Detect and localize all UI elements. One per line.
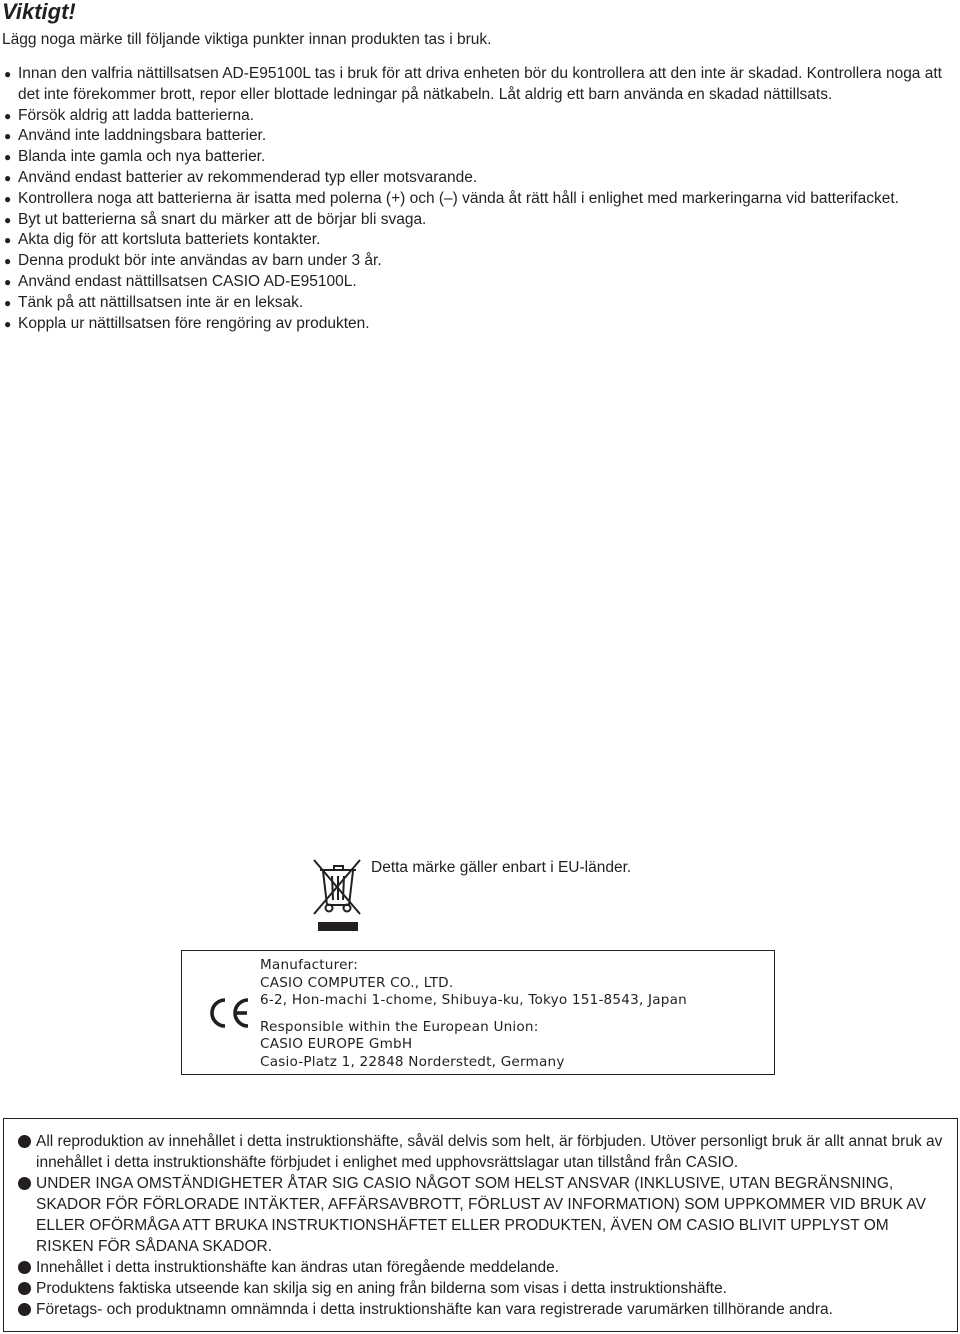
bullet-icon: ●: [4, 295, 12, 310]
warning-text: Använd endast nättillsatsen CASIO AD-E95100L.: [18, 272, 357, 290]
ce-mark-icon: [204, 993, 252, 1033]
bullet-icon: [18, 1135, 31, 1148]
manufacturer-address: 6-2, Hon-machi 1-chome, Shibuya-ku, Tokyo 151-8543, Japan: [260, 992, 687, 1008]
bullet-icon: ●: [4, 316, 12, 331]
warning-text: Använd inte laddningsbara batterier.: [18, 127, 267, 145]
legal-text: All reproduktion av innehållet i detta instruktionshäfte, såväl delvis som helt, är förbjuden. Utöver personligt bruk är allt annat bruk av innehållet i detta instruktionshäfte förbjudet i enlighet med upphovsrättslagar utan tillstånd från CASIO.: [36, 1133, 943, 1171]
warning-text: Kontrollera noga att batterierna är isatta med polerna (+) och (–) vända åt rätt håll i enlighet med markeringarna vid batterifacket.: [18, 189, 899, 207]
bullet-icon: ●: [4, 212, 12, 227]
manufacturer-label: Manufacturer:: [260, 957, 359, 973]
warning-text: Blanda inte gamla och nya batterier.: [18, 148, 266, 166]
legal-text: UNDER INGA OMSTÄNDIGHETER ÅTAR SIG CASIO NÅGOT SOM HELST ANSVAR (INKLUSIVE, UTAN BEGRÄNSNING, SKADOR FÖR FÖRLORADE INTÄKTER, AFFÄRSAVBROTT, FÖRLUST AV INFORMATION) SOM UPPKOMMER VID BRUK AV ELLER OFÖRMÅGA ATT BRUKA INSTRUKTIONSHÄFTET ELLER PRODUKTEN, ÄVEN OM CASIO BLIVIT UPPLYST OM RISKEN FÖR SÅDANA SKADOR.: [36, 1175, 926, 1255]
warning-text: Använd endast batterier av rekommenderad typ eller motsvarande.: [18, 168, 478, 186]
bullet-icon: ●: [4, 254, 12, 269]
warning-item: [0, 189, 960, 210]
warning-list: [0, 64, 960, 334]
legal-item: [18, 1278, 948, 1299]
bullet-icon: [18, 1261, 31, 1274]
legal-notice-box: [3, 1118, 958, 1332]
eu-representative-label: Responsible within the European Union:: [260, 1018, 539, 1035]
bullet-icon: ●: [4, 170, 12, 185]
warning-text: Innan den valfria nättillsatsen AD-E95100L tas i bruk för att driva enheten bör du kontrollera att den inte är skadad. Kontrollera noga att det inte förekommer brott, repor eller blottade ledningar på nätkabeln. Låt aldrig ett barn använda en skadad nättillsats.: [18, 65, 942, 103]
legal-item: [18, 1173, 948, 1257]
warning-item: [0, 64, 960, 106]
legal-list: [18, 1131, 948, 1320]
warning-item: [0, 314, 960, 335]
eu-representative-address: Casio-Platz 1, 22848 Norderstedt, Germany: [260, 1053, 565, 1070]
warning-item: [0, 147, 960, 168]
legal-text: Produktens faktiska utseende kan skilja sig en aning från bilderna som visas i detta instruktionshäfte.: [36, 1280, 727, 1297]
warning-item: [0, 106, 960, 127]
bullet-icon: ●: [4, 150, 12, 165]
crossed-out-wheeled-bin-icon: [312, 856, 366, 936]
warning-item: [0, 126, 960, 147]
warning-item: [0, 210, 960, 231]
weee-note: Detta märke gäller enbart i EU-länder.: [371, 859, 632, 876]
warning-text: Tänk på att nättillsatsen inte är en leksak.: [18, 293, 304, 311]
bullet-icon: ●: [4, 233, 12, 248]
warning-item: [0, 230, 960, 251]
warning-text: Byt ut batterierna så snart du märker att de börjar bli svaga.: [18, 210, 427, 228]
warning-item: [0, 272, 960, 293]
warning-item: [0, 168, 960, 189]
bullet-icon: ●: [4, 108, 12, 123]
legal-item: [18, 1131, 948, 1173]
legal-item: [18, 1299, 948, 1320]
manufacturer-name: CASIO COMPUTER CO., LTD.: [260, 974, 454, 991]
warning-text: Denna produkt bör inte användas av barn under 3 år.: [18, 252, 382, 270]
intro-text: Lägg noga märke till följande viktiga punkter innan produkten tas i bruk.: [2, 31, 492, 48]
manufacturer-box: [181, 950, 775, 1075]
bullet-icon: [18, 1303, 31, 1316]
manufacturer-info: [260, 957, 687, 1071]
warning-text: Akta dig för att kortsluta batteriets kontakter.: [18, 231, 321, 249]
warning-text: Koppla ur nättillsatsen före rengöring av produkten.: [18, 314, 370, 332]
eu-representative-name: CASIO EUROPE GmbH: [260, 1036, 413, 1052]
warning-text: Försök aldrig att ladda batterierna.: [18, 106, 255, 124]
bullet-icon: [18, 1177, 31, 1190]
warning-item: [0, 293, 960, 314]
page-title: Viktigt!: [2, 0, 76, 24]
legal-text: Innehållet i detta instruktionshäfte kan ändras utan föregående meddelande.: [36, 1259, 560, 1276]
legal-text: Företags- och produktnamn omnämnda i detta instruktionshäfte kan vara registrerade varumärken tillhörande andra.: [36, 1301, 833, 1318]
legal-item: [18, 1257, 948, 1278]
bullet-icon: [18, 1282, 31, 1295]
bullet-icon: ●: [4, 274, 12, 289]
bullet-icon: ●: [4, 67, 12, 81]
bullet-icon: ●: [4, 129, 12, 144]
bullet-icon: ●: [4, 191, 12, 206]
warning-item: [0, 251, 960, 272]
